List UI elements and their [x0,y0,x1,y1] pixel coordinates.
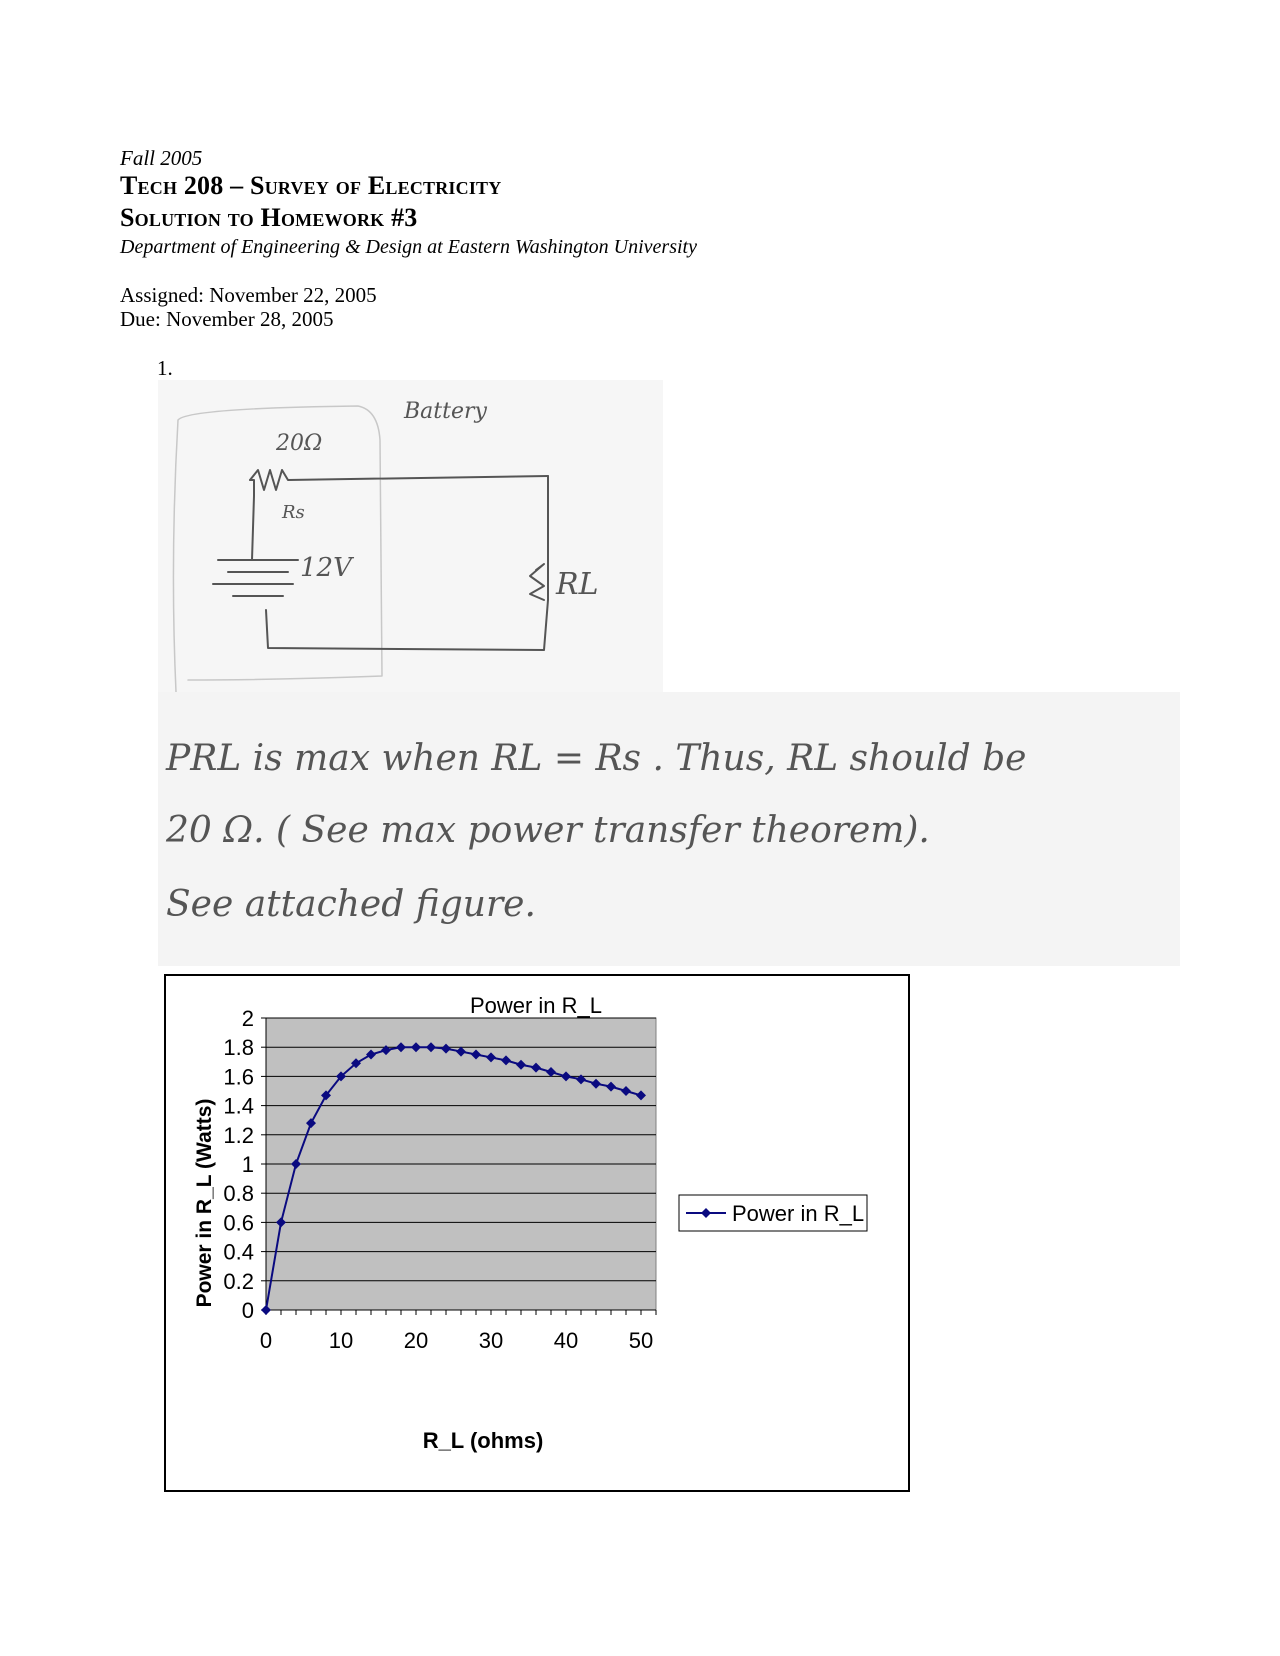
y-tick-label: 1 [241,1152,254,1177]
y-tick-label: 0 [241,1298,254,1323]
rs-name-label: Rs [282,502,305,523]
handwritten-line-2: 20 Ω. ( See max power transfer theorem). [166,810,930,851]
course-title: Tech 208 – Survey of Electricity [120,171,502,200]
y-tick-label: 1.4 [223,1093,254,1119]
x-axis-label: R_L (ohms) [422,1428,544,1453]
voltage-label: 12V [300,553,352,583]
y-tick-label: 2 [241,1006,254,1031]
department-line: Department of Engineering & Design at Eastern Washington University [120,236,697,258]
y-axis-label: Power in R_L (Watts) [193,1098,216,1308]
y-tick-label: 0.6 [223,1210,254,1236]
x-tick-label: 20 [403,1328,429,1353]
y-tick-label: 1.8 [223,1035,254,1061]
y-tick-label: 1.2 [223,1122,254,1148]
handwritten-line-3: See attached figure. [166,884,536,925]
chart-title: Power in R_L [469,993,603,1018]
battery-label: Battery [404,399,487,424]
legend [679,1195,867,1231]
rs-value-label: 20Ω [276,431,323,456]
due-date: Due: November 28, 2005 [120,307,334,331]
handwriting [158,692,1180,966]
power-chart [164,974,910,1492]
x-tick-label: 40 [553,1328,579,1353]
x-tick-label: 50 [628,1328,654,1353]
circuit-sketch [158,380,663,700]
y-tick-label: 0.2 [223,1268,254,1294]
y-tick-label: 0.8 [223,1181,254,1207]
assigned-date: Assigned: November 22, 2005 [120,283,377,307]
term-label: Fall 2005 [120,146,203,170]
y-tick-label: 1.6 [223,1064,254,1090]
rl-name-label: RL [556,567,599,602]
problem-number: 1. [157,356,173,380]
chart-canvas [166,976,908,1490]
handwritten-line-1: PRL is max when RL = Rs . Thus, RL should be [166,738,1027,779]
document-title: Solution to Homework #3 [120,203,418,232]
circuit-drawing [158,380,663,700]
x-tick-label: 30 [478,1328,504,1353]
y-tick-label: 0.4 [223,1239,254,1265]
legend-label: Power in R_L [732,1201,865,1226]
x-tick-label: 10 [328,1328,354,1353]
x-tick-label: 0 [259,1328,273,1353]
handwritten-explanation [158,692,1180,966]
